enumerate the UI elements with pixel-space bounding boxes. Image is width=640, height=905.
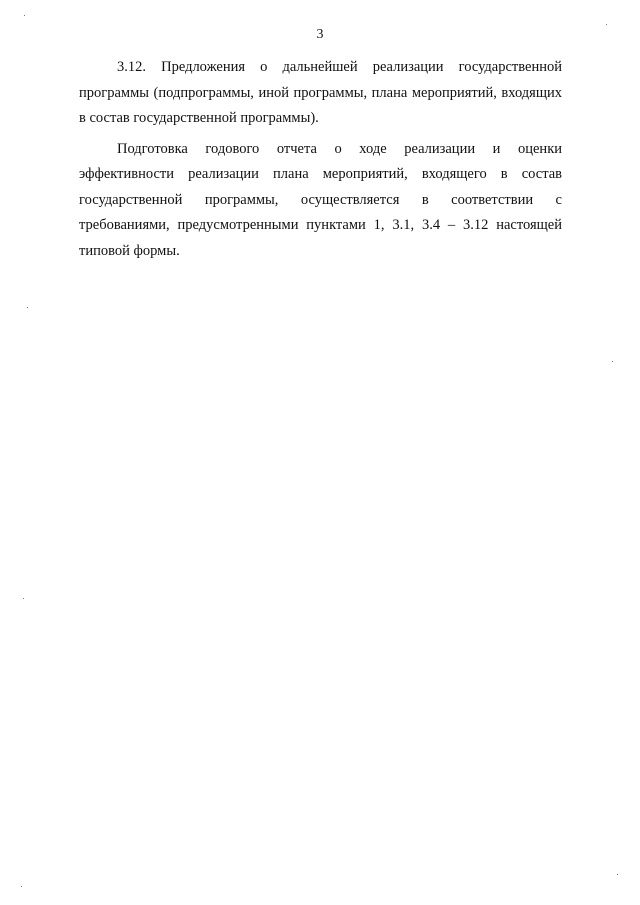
scan-speck [606,24,607,25]
paragraph-proposals: 3.12. Предложения о дальнейшей реализации государственной программы (подпрограммы, иной программы, плана мероприятий, входящих в состав государственной программы). [79,59,562,126]
scan-speck [617,874,618,875]
scan-speck [23,598,24,599]
page-number: 3 [316,27,324,42]
scan-speck [612,361,613,362]
paragraph-annual-report: Подготовка годового отчета о ходе реализации и оценки эффективности реализации плана мероприятий, входящего в состав государственной программы, осуществляется в соответствии с требованиями, предусмотренными пунктами 1, 3.1, 3.4 – 3.12 настоящей типовой формы. [79,140,562,259]
scan-speck [27,307,28,308]
document-body [79,55,562,264]
scan-speck [24,15,25,16]
scan-speck [21,886,22,887]
